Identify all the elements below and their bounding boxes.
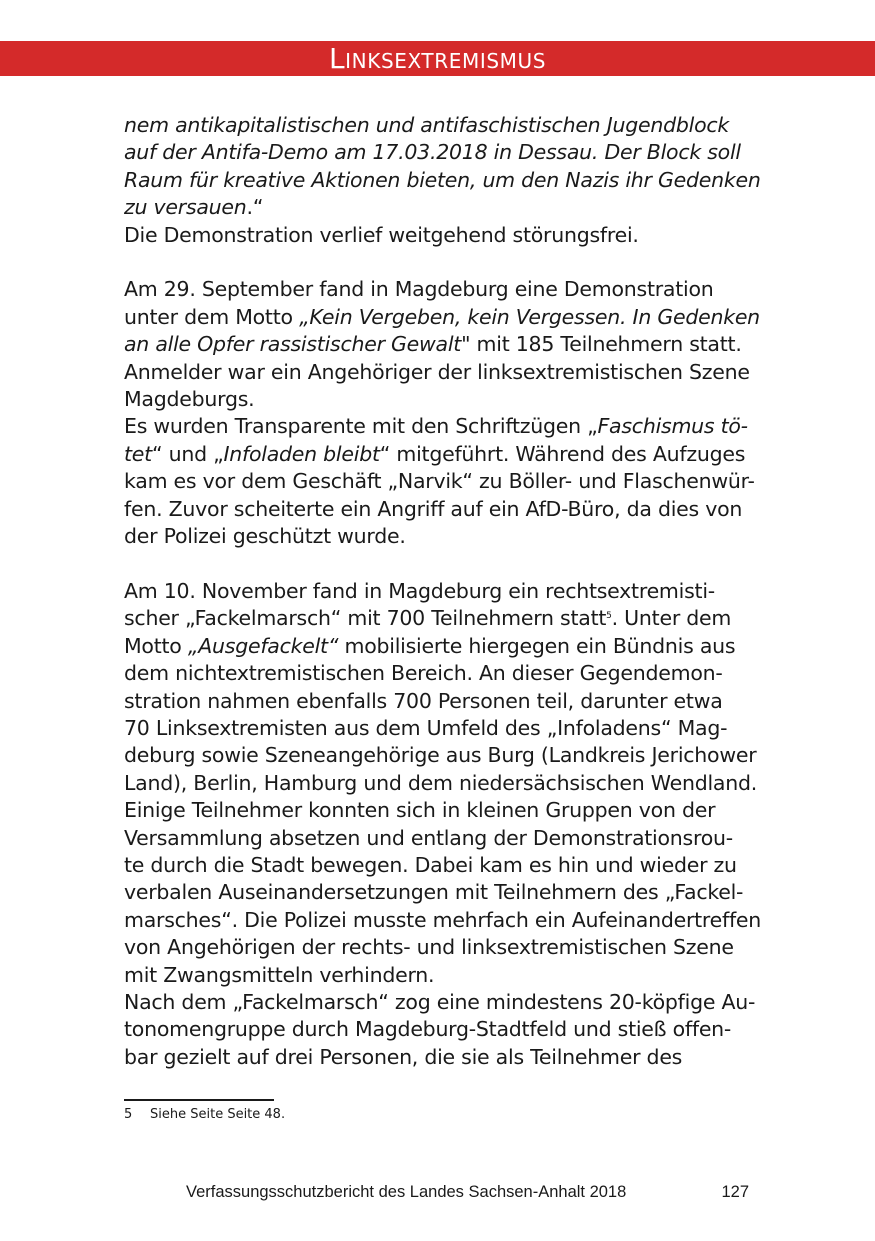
- footnote-reference: 5: [606, 611, 612, 622]
- text-line: marsches“. Die Polizei musste mehrfach ein Aufeinandertreffen: [124, 907, 762, 932]
- quote-line: nem antikapitalistischen und antifaschistischen Jugendblock: [124, 113, 730, 137]
- text-line: von Angehörigen der rechts- und linksextremistischen Szene: [124, 935, 734, 960]
- text-line: fen. Zuvor scheiterte ein Angriff auf ein AfD-Büro, da dies von: [124, 496, 743, 521]
- paragraph-1: nem antikapitalistischen und antifaschistischen Jugendblock auf der Antifa-Demo am 17.03.2018 in Dessau. Der Block soll Raum für kreative Aktionen bieten, um den Nazis ihr Gedenken zu versauen.“ Die Demonstration verlief weitgehend störungsfrei.: [124, 112, 756, 249]
- text-line: Am 10. November fand in Magdeburg ein rechtsextremisti-: [124, 578, 715, 603]
- banner-slogan: Faschismus tö-: [597, 414, 748, 439]
- footnote-text: Siehe Seite Seite 48.: [150, 1107, 286, 1122]
- text-line: Einige Teilnehmer konnten sich in kleinen Gruppen von der: [124, 798, 716, 823]
- text-line: Die Demonstration verlief weitgehend störungsfrei.: [124, 222, 639, 247]
- banner-slogan: Infoladen bleibt: [223, 441, 380, 466]
- text-line: 70 Linksextremisten aus dem Umfeld des „Infoladens“ Mag-: [124, 715, 728, 740]
- publication-title: Verfassungsschutzbericht des Landes Sachsen-Anhalt 2018: [186, 1183, 627, 1201]
- body-text: [124, 112, 762, 1071]
- text-line: Anmelder war ein Angehöriger der linksextremistischen Szene: [124, 359, 750, 384]
- text-line: deburg sowie Szeneangehörige aus Burg (Landkreis Jerichower: [124, 743, 757, 768]
- quote-line: auf der Antifa-Demo am 17.03.2018 in Dessau. Der Block soll: [124, 140, 741, 165]
- page-footer: [186, 1183, 749, 1202]
- motto-quote: „Kein Vergeben, kein Vergessen. In Gedenken: [299, 304, 760, 329]
- text-line: Land), Berlin, Hamburg und dem niedersächsischen Wendland.: [124, 770, 757, 795]
- paragraph-3: Am 10. November fand in Magdeburg ein rechtsextremisti- scher „Fackelmarsch“ mit 700 Teilnehmern statt$^5$. Unter dem Motto „Ausgefackelt“ mobilisierte hiergegen ein Bündnis aus dem nichtextremistischen Bereich. An dieser Gegendemon- stration nahmen ebenfalls 700 Personen teil, darunter etwa 70 Linksextremisten aus dem Umfeld des „Infoladens“ Mag- deburg sowie Szeneangehörige aus Burg (Landkreis Jerichower Land), Berlin, Hamburg und dem niedersächsischen Wendland. Einige Teilnehmer konnten sich in kleinen Gruppen von der Versammlung absetzen und entlang der Demonstrationsrou- te durch die Stadt bewegen. Dabei kam es hin und wieder zu verbalen Auseinandersetzungen mit Teilnehmern des „Fackel- marsches“. Die Polizei musste mehrfach ein Aufeinandertreffen von Angehörigen der rechts- und linksextremistischen Szene mit Zwangsmitteln verhindern. Nach dem „Fackelmarsch“ zog eine mindestens 20-köpfige Au- tonomengruppe durch Magdeburg-Stadtfeld und stieß offen- bar gezielt auf drei Personen, die sie als Teilnehmer des: [124, 578, 756, 1071]
- text-line: Magdeburgs.: [124, 387, 255, 412]
- text-line: mit Zwangsmitteln verhindern.: [124, 962, 435, 987]
- text-line: dem nichtextremistischen Bereich. An dieser Gegendemon-: [124, 661, 723, 686]
- section-header-bar: [0, 41, 875, 76]
- text-line: Nach dem „Fackelmarsch“ zog eine mindestens 20-köpfige Au-: [124, 989, 756, 1014]
- text-line: Versammlung absetzen und entlang der Demonstrationsrou-: [124, 825, 733, 850]
- text-line: bar gezielt auf drei Personen, die sie als Teilnehmer des: [124, 1044, 683, 1069]
- banner-slogan: tet: [124, 441, 152, 466]
- quote-line: zu versauen: [124, 195, 247, 220]
- text-line: kam es vor dem Geschäft „Narvik“ zu Böller- und Flaschenwür-: [124, 469, 755, 494]
- footnote: [124, 1106, 285, 1124]
- quote-line: Raum für kreative Aktionen bieten, um den Nazis ihr Gedenken: [124, 167, 761, 192]
- text-line: stration nahmen ebenfalls 700 Personen teil, darunter etwa: [124, 688, 723, 713]
- text-line: tonomengruppe durch Magdeburg-Stadtfeld und stieß offen-: [124, 1017, 732, 1042]
- text-line: te durch die Stadt bewegen. Dabei kam es hin und wieder zu: [124, 852, 737, 877]
- section-title: Linksextremismus: [328, 41, 547, 75]
- motto-quote: „Ausgefackelt“: [187, 633, 339, 658]
- text-line: der Polizei geschützt wurde.: [124, 524, 406, 549]
- motto-quote: an alle Opfer rassistischer Gewalt": [124, 332, 471, 357]
- footnote-divider: [124, 1099, 274, 1101]
- paragraph-2: Am 29. September fand in Magdeburg eine Demonstration unter dem Motto „Kein Vergeben, kein Vergessen. In Gedenken an alle Opfer rassistischer Gewalt" mit 185 Teilnehmern statt. Anmelder war ein Angehöriger der linksextremistischen Szene Magdeburgs. Es wurden Transparente mit den Schriftzügen „Faschismus tö- tet“ und „Infoladen bleibt“ mitgeführt. Während des Aufzuges kam es vor dem Geschäft „Narvik“ zu Böller- und Flaschenwür- fen. Zuvor scheiterte ein Angriff auf ein AfD-Büro, da dies von der Polizei geschützt wurde.: [124, 276, 756, 550]
- footnote-number: 5: [124, 1107, 133, 1122]
- page-number: 127: [721, 1183, 749, 1201]
- text-line: verbalen Auseinandersetzungen mit Teilnehmern des „Fackel-: [124, 880, 744, 905]
- text-line: Am 29. September fand in Magdeburg eine Demonstration: [124, 277, 714, 302]
